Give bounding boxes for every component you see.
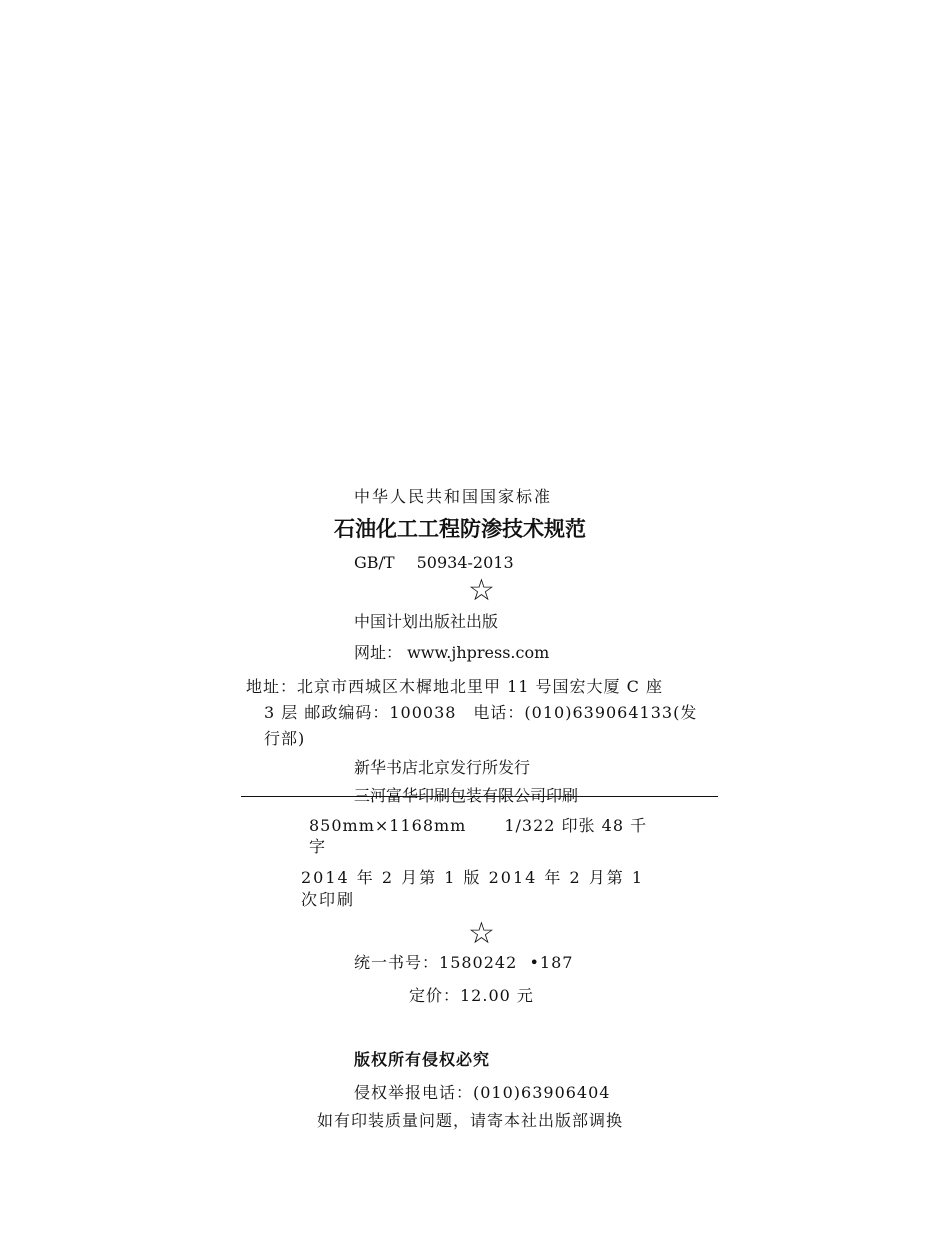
star-icon: ☆ <box>468 573 495 608</box>
star-icon: ☆ <box>468 916 495 951</box>
series-label: 中华人民共和国国家标准 <box>354 487 553 506</box>
edition-line-1: 2014 年 2 月第 1 版 2014 年 2 月第 1 <box>301 868 645 887</box>
format-size: 850mm×1168mm <box>309 816 467 835</box>
copyright-notice: 版权所有侵权必究 <box>354 1050 491 1069</box>
format-spec-cont: 字 <box>309 837 327 856</box>
standard-code <box>354 553 514 573</box>
piracy-hotline: 侵权举报电话：(010)63906404 <box>354 1083 611 1102</box>
isbn <box>354 953 573 973</box>
publisher-name: 中国计划出版社出版 <box>354 612 499 631</box>
distributor: 新华书店北京发行所发行 <box>354 758 531 777</box>
quality-notice: 如有印装质量问题，请寄本社出版部调换 <box>317 1111 624 1130</box>
standard-code-number: 50934-2013 <box>416 553 514 572</box>
book-title: 石油化工工程防渗技术规范 <box>334 517 586 541</box>
isbn-number: 1580242 <box>439 953 518 972</box>
isbn-suffix: •187 <box>529 953 574 972</box>
address-line-1: 地址：北京市西城区木樨地北里甲 11 号国宏大厦 C 座 <box>246 677 663 696</box>
address-line-3: 行部) <box>264 729 306 748</box>
price: 定价：12.00 元 <box>409 986 534 1005</box>
website-url: www.jhpress.com <box>407 643 550 662</box>
publisher-website <box>354 643 549 663</box>
website-label: 网址： <box>354 643 403 662</box>
format-spec <box>309 816 647 836</box>
edition-line-2: 次印刷 <box>301 890 356 909</box>
standard-code-prefix: GB/T <box>354 553 395 572</box>
printer: 三河富华印刷包装有限公司印刷 <box>354 786 579 805</box>
isbn-label: 统一书号： <box>354 953 440 972</box>
format-sheets: 1/322 印张 48 千 <box>504 816 648 835</box>
divider-rule <box>241 796 718 797</box>
address-line-2: 3 层 邮政编码：100038 电话：(010)639064133(发 <box>264 703 698 722</box>
